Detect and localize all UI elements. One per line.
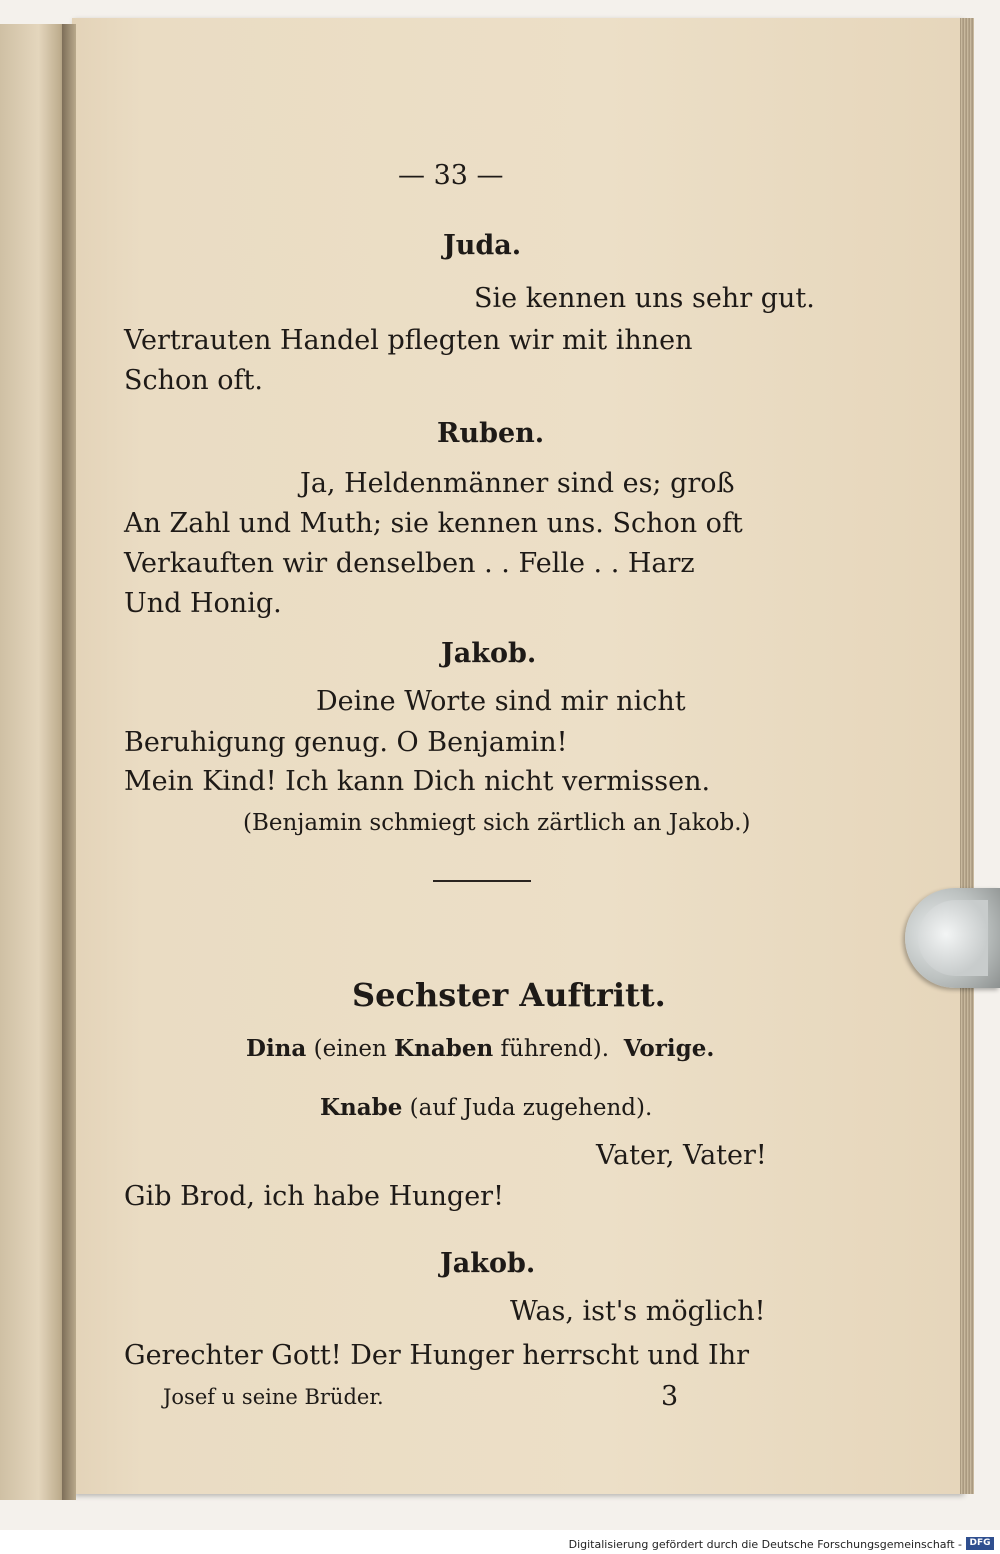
speaker-knabe: Knabe (320, 1094, 403, 1121)
left-page-edge (0, 24, 70, 1500)
verse-line: Und Honig. (124, 588, 282, 619)
verse-line: Deine Worte sind mir nicht (316, 686, 686, 717)
character-dina: Dina (246, 1035, 307, 1062)
speaker-line (320, 1094, 652, 1121)
verse-line: Sie kennen uns sehr gut. (474, 283, 815, 314)
scene-heading: Sechster Auftritt. (352, 976, 666, 1014)
verse-line: Verkauften wir denselben . . Felle . . Harz (124, 548, 695, 579)
verse-line: Vertrauten Handel pflegten wir mit ihnen (124, 325, 693, 356)
dfg-credit: Digitalisierung gefördert durch die Deutsche Forschungsgemeinschaft - (568, 1538, 962, 1551)
page-number: — 33 — (398, 160, 504, 191)
verse-line: Ja, Heldenmänner sind es; groß (300, 468, 735, 499)
speaker-jakob: Jakob. (441, 638, 537, 669)
dfg-logo-icon: DFG (966, 1537, 994, 1550)
book-gutter (62, 24, 76, 1500)
stage-direction: (auf Juda zugehend). (409, 1095, 653, 1121)
signature-number: 3 (661, 1381, 679, 1412)
character-knabe: Knaben (394, 1035, 494, 1062)
speaker-juda: Juda. (443, 230, 522, 261)
verse-line: Vater, Vater! (596, 1140, 767, 1171)
signature-title: Josef u seine Brüder. (163, 1385, 384, 1409)
stage-text: (einen (313, 1036, 387, 1062)
verse-line: Was, ist's möglich! (510, 1296, 766, 1327)
stage-text: führend). (500, 1036, 610, 1062)
stage-direction: (Benjamin schmiegt sich zärtlich an Jakob.) (243, 810, 751, 836)
page-clip-highlight (918, 900, 988, 976)
verse-line: Gib Brod, ich habe Hunger! (124, 1181, 504, 1212)
verse-line: Beruhigung genug. O Benjamin! (124, 727, 568, 758)
verse-line: Schon oft. (124, 365, 263, 396)
section-divider (433, 880, 531, 882)
verse-line: Mein Kind! Ich kann Dich nicht vermissen. (124, 766, 711, 797)
character-vorige: Vorige. (623, 1035, 715, 1062)
page-stack-edge (960, 18, 974, 1494)
verse-line: An Zahl und Muth; sie kennen uns. Schon oft (124, 508, 743, 539)
speaker-jakob: Jakob. (440, 1248, 536, 1279)
verse-line: Gerechter Gott! Der Hunger herrscht und Ihr (124, 1340, 749, 1371)
speaker-ruben: Ruben. (437, 418, 545, 449)
cast-line (246, 1035, 714, 1062)
